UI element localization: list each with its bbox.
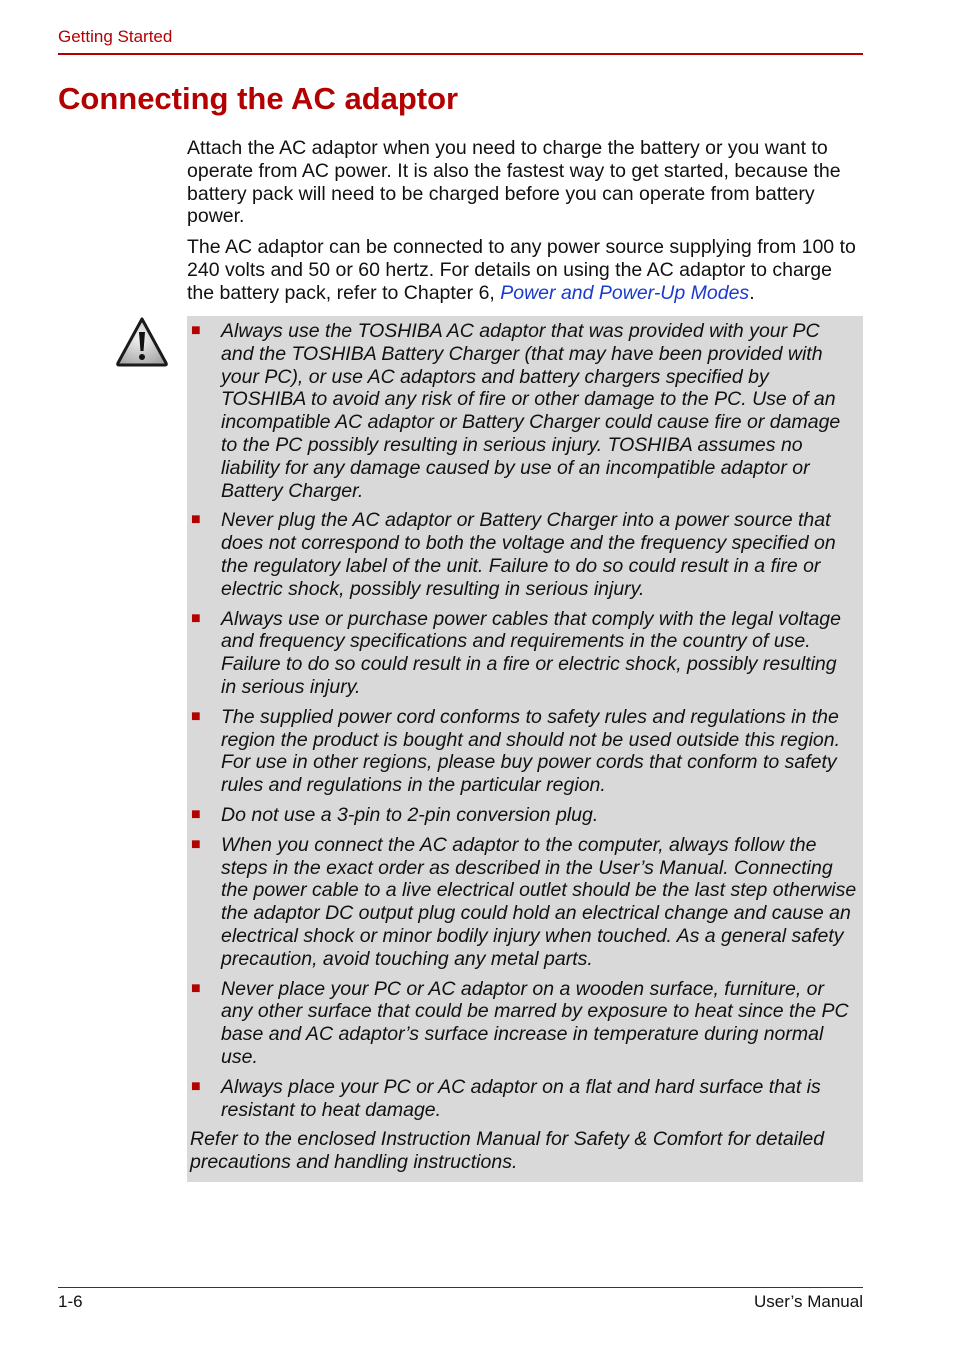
- chapter-cross-reference-link[interactable]: Power and Power-Up Modes: [500, 281, 750, 304]
- caution-item-text: Never place your PC or AC adaptor on a wooden surface, furniture, or any other surface that could be marred by exposure to heat since the PC base and AC adaptor’s surface increase in temperature during normal use.: [221, 977, 849, 1068]
- square-bullet-icon: ■: [191, 1077, 201, 1095]
- intro-paragraph-1: Attach the AC adaptor when you need to charge the battery or you want to operate from AC power. It is also the fastest way to get started, because the battery pack will need to be charged before you can operate from battery power.: [187, 137, 841, 228]
- square-bullet-icon: ■: [191, 707, 201, 725]
- caution-item-text: Never plug the AC adaptor or Battery Charger into a power source that does not correspond to both the voltage and the frequency specified on the regulatory label of the unit. Failure to do so could result in a fire or electric shock, possibly resulting in serious injury.: [221, 509, 836, 600]
- caution-item: [187, 804, 857, 827]
- square-bullet-icon: ■: [191, 835, 201, 853]
- caution-item-text: When you connect the AC adaptor to the computer, always follow the steps in the exact order as described in the User’s Manual. Connecting the power cable to a live electrical outlet should be the last step otherwise the adaptor DC output plug could hold an electrical change and cause an electrical shock or minor bodily injury when touched. As a general safety precaution, avoid touching any metal parts.: [221, 833, 857, 970]
- caution-item-text: Do not use a 3-pin to 2-pin conversion plug.: [221, 803, 599, 826]
- intro-paragraph-2: [187, 236, 863, 304]
- caution-box: [187, 316, 863, 1182]
- square-bullet-icon: ■: [191, 805, 201, 823]
- intro-paragraph-2-text: The AC adaptor can be connected to any power source supplying from 100 to 240 volts and 50 or 60 hertz. For details on using the AC adaptor to charge the battery pack, refer to Chapter 6,: [187, 236, 856, 304]
- caution-item: [187, 978, 857, 1069]
- caution-reference-note: Refer to the enclosed Instruction Manual for Safety & Comfort for detailed precautions and handling instructions.: [190, 1128, 825, 1174]
- caution-item-text: Always place your PC or AC adaptor on a flat and hard surface that is resistant to heat damage.: [221, 1075, 821, 1121]
- caution-item-text: The supplied power cord conforms to safety rules and regulations in the region the product is bought and should not be used outside this region. For use in other regions, please buy power cords that conform to safety rules and regulations in the particular region.: [221, 705, 841, 797]
- caution-item: [187, 608, 857, 699]
- caution-item: [187, 320, 857, 502]
- square-bullet-icon: ■: [191, 511, 201, 529]
- intro-paragraph-2-end: .: [749, 281, 755, 304]
- header-divider: [58, 53, 863, 55]
- caution-list: [187, 320, 857, 1121]
- warning-triangle-icon: [115, 316, 169, 368]
- square-bullet-icon: ■: [191, 322, 201, 339]
- caution-item-text: Always use or purchase power cables that comply with the legal voltage and frequency specifications and requirements in the country of use. Failure to do so could result in a fire or electric shock, possibly resulting in serious injury.: [221, 607, 841, 698]
- caution-item: [187, 509, 857, 600]
- page-number: 1-6: [58, 1292, 83, 1311]
- caution-item-text: Always use the TOSHIBA AC adaptor that was provided with your PC and the TOSHIBA Battery Charger (that may have been provided with your PC), or use AC adaptors and battery chargers specified by TOSHIBA to avoid any risk of fire or other damage to the PC. Use of an incompatible AC adaptor or Battery Charger could cause fire or damage to the PC possibly resulting in serious injury. TOSHIBA assumes no liability for any damage caused by use of an incompatible adaptor or Battery Charger.: [221, 320, 841, 502]
- footer-divider: [58, 1287, 863, 1288]
- manual-name: User’s Manual: [754, 1292, 863, 1311]
- running-header: Getting Started: [58, 27, 173, 46]
- caution-item: [187, 706, 857, 797]
- caution-item: [187, 834, 857, 971]
- square-bullet-icon: ■: [191, 979, 201, 997]
- page-title: Connecting the AC adaptor: [58, 81, 459, 116]
- intro-section: [187, 137, 863, 313]
- caution-item: [187, 1076, 857, 1122]
- square-bullet-icon: ■: [191, 609, 201, 627]
